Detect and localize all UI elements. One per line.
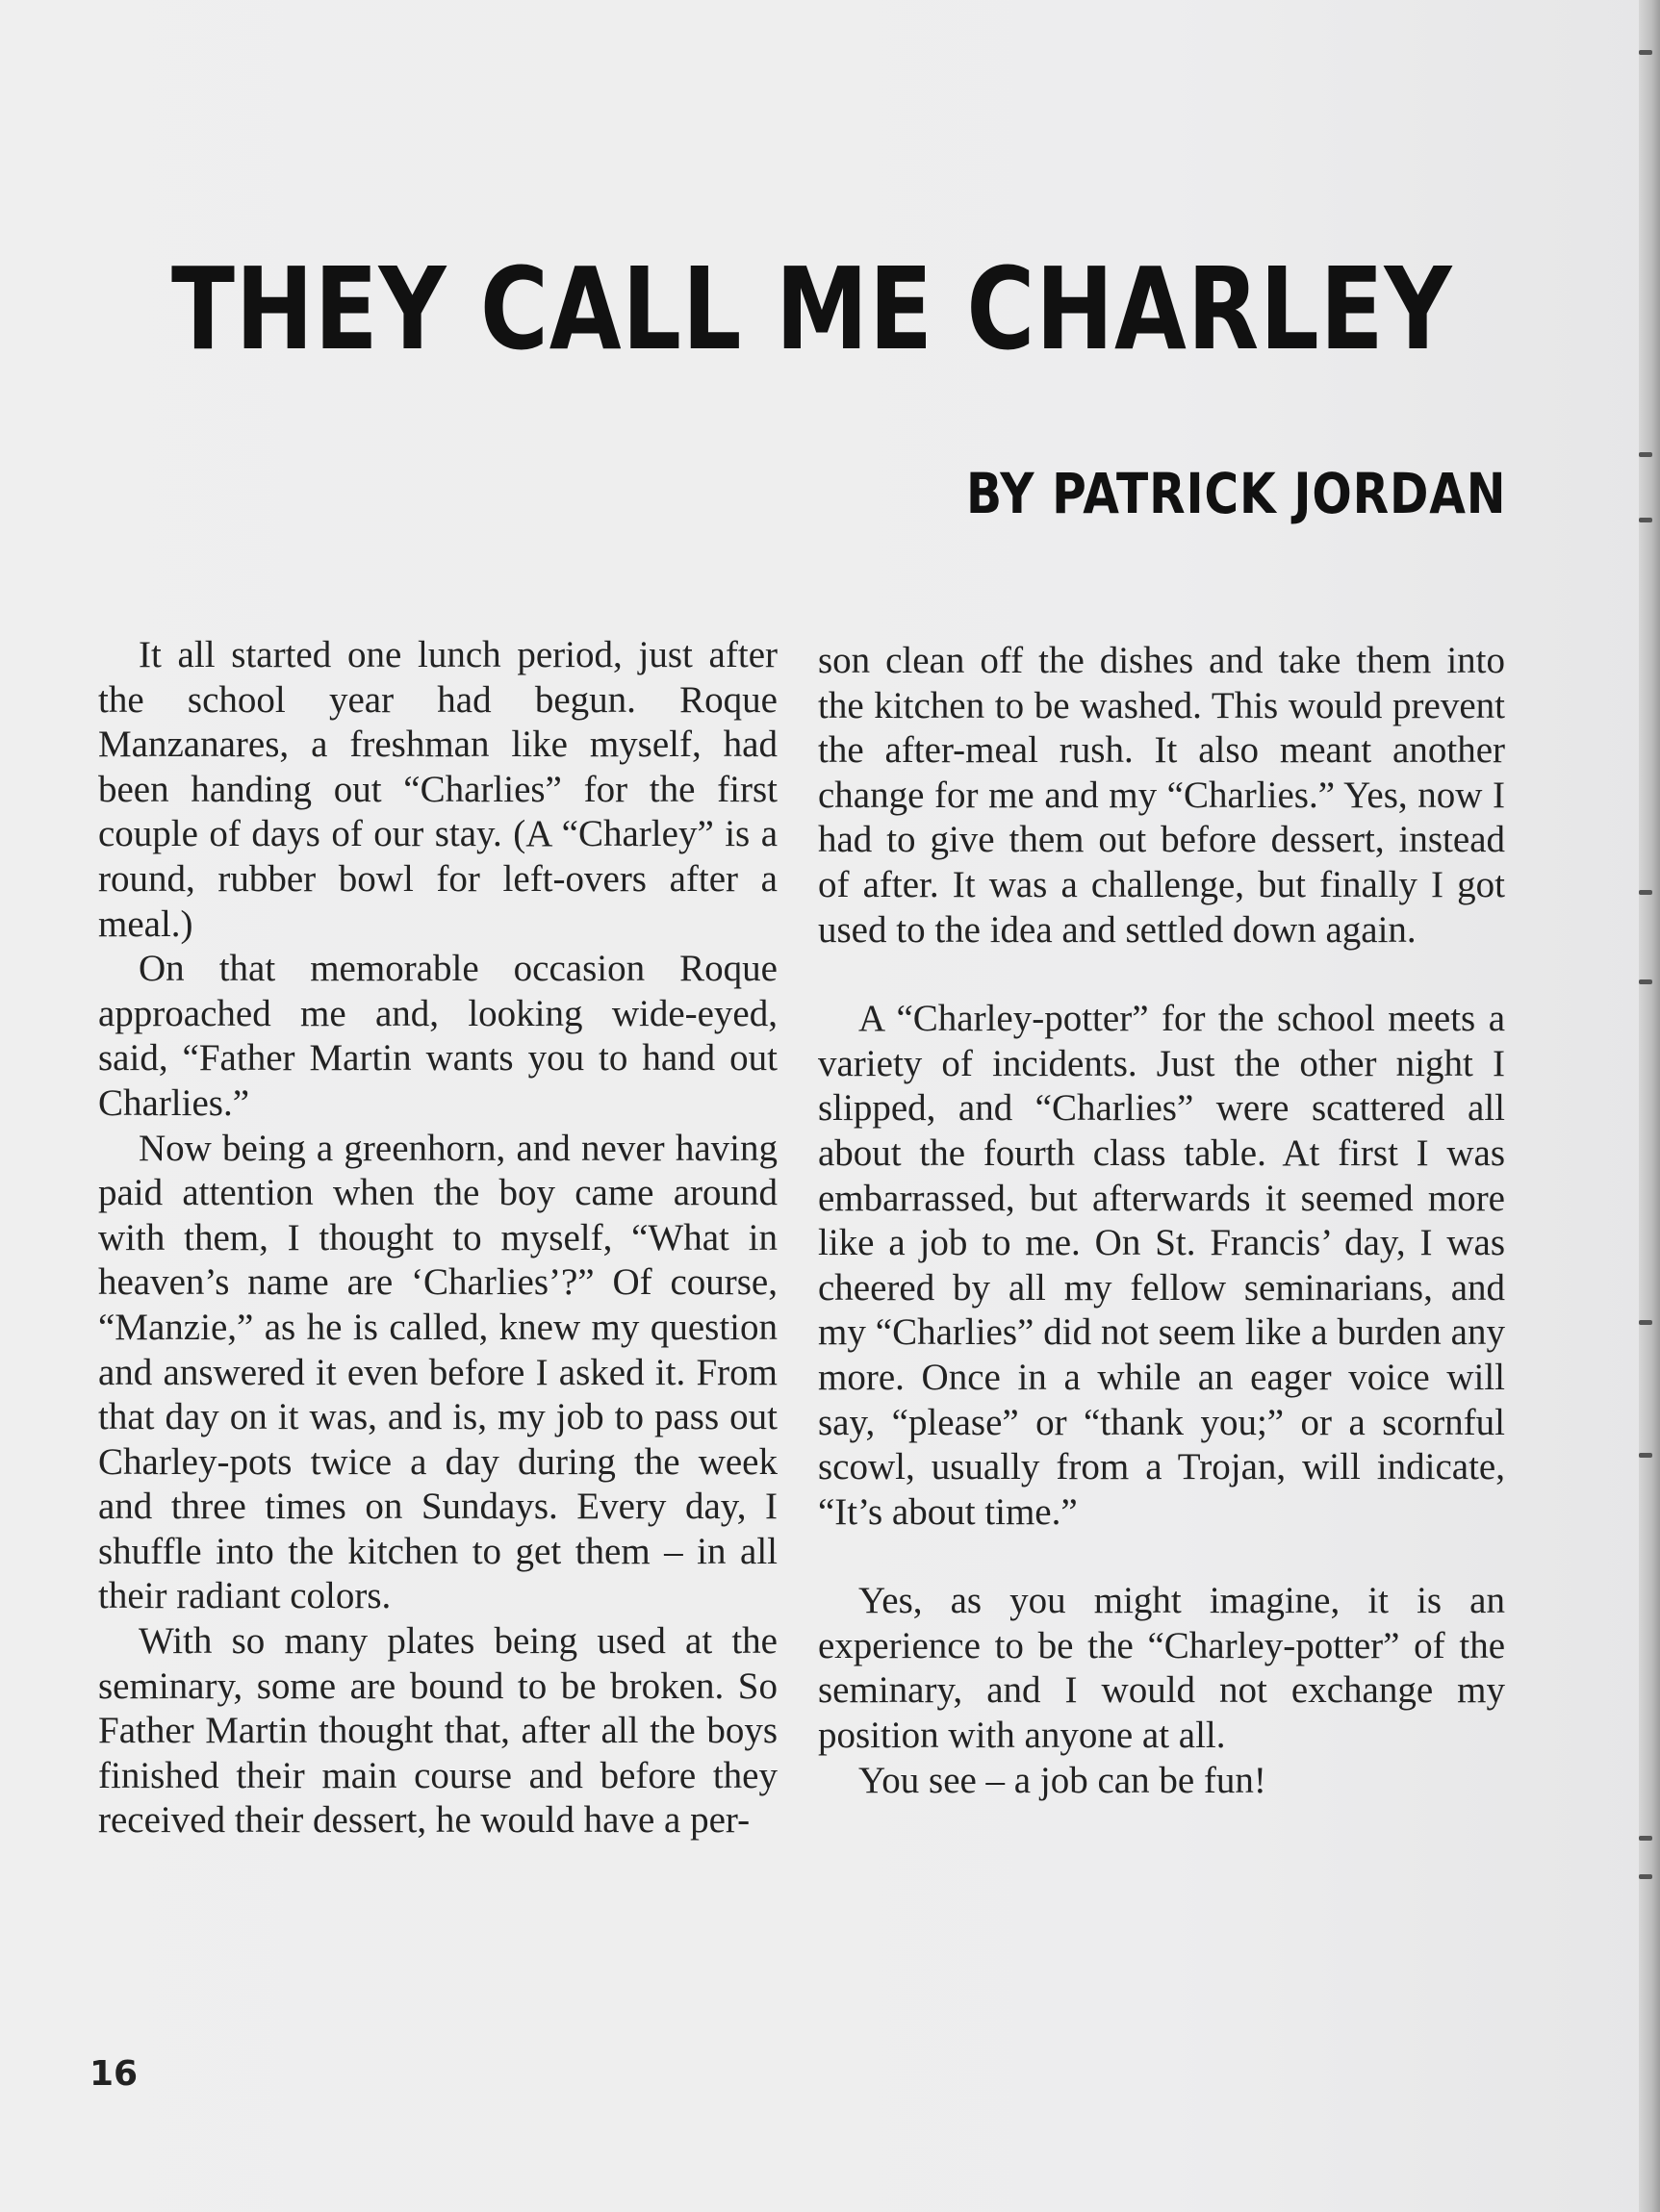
paragraph: A “Charley-potter” for the school meets a variety of incidents. Just the other night I slipped, and “Charlies” were scattered all about the fourth class table. At first I was embarrassed, but afterwards it seemed more like a job to me. On St. Francis’ day, I was cheered by all my fellow seminarians, and my “Charlies” did not seem like a burden any more. Once in a while an eager voice will say, “please” or “thank you;” or a scornful scowl, usually from a Trojan, will indicate, “It’s about time.”	[818, 998, 1505, 1533]
punch-mark	[1639, 979, 1652, 984]
punch-mark	[1639, 1320, 1652, 1325]
article-byline: BY PATRICK JORDAN	[965, 461, 1506, 526]
punch-mark	[1639, 890, 1652, 895]
article-title: THEY CALL ME CHARLEY	[170, 242, 1453, 375]
binding-edge	[1639, 0, 1660, 2212]
article-column-left	[98, 633, 778, 1843]
paragraph: On that memorable occasion Roque approached me and, looking wide-eyed, said, “Father Martin wants you to hand out Charlies.”	[98, 948, 778, 1124]
punch-mark	[1639, 1874, 1652, 1879]
punch-mark	[1639, 518, 1652, 522]
punch-mark	[1639, 50, 1652, 55]
page-number: 16	[89, 2054, 139, 2094]
article-column-right	[818, 639, 1505, 1803]
paragraph: You see – a job can be fun!	[858, 1759, 1266, 1801]
paragraph: Yes, as you might imagine, it is an experience to be the “Charley-potter” of the seminary, and I would not exchange my position with anyone at all.	[818, 1580, 1505, 1757]
paragraph: With so many plates being used at the seminary, some are bound to be broken. So Father Martin thought that, after all the boys finished their main course and before they received their dessert, he would have a per-	[98, 1620, 778, 1842]
paragraph: son clean off the dishes and take them into the kitchen to be washed. This would prevent the after-meal rush. It also meant another change for me and my “Charlies.” Yes, now I had to give them out before dessert, instead of after. It was a challenge, but finally I got used to the idea and settled down again.	[818, 640, 1505, 951]
paragraph: It all started one lunch period, just after the school year had begun. Roque Manzanares, a freshman like myself, had been handing out “Charlies” for the first couple of days of our stay. (A “Charley” is a round, rubber bowl for left-overs after a meal.)	[98, 634, 778, 945]
paragraph: Now being a greenhorn, and never having paid attention when the boy came around with them, I thought to myself, “What in heaven’s name are ‘Charlies’?” Of course, “Manzie,” as he is called, knew my question and answered it even before I asked it. From that day on it was, and is, my job to pass out Charley-pots twice a day during the week and three times on Sundays. Every day, I shuffle into the kitchen to get them – in all their radiant colors.	[98, 1127, 778, 1617]
punch-mark	[1639, 452, 1652, 457]
punch-mark	[1639, 1453, 1652, 1458]
punch-mark	[1639, 1836, 1652, 1841]
